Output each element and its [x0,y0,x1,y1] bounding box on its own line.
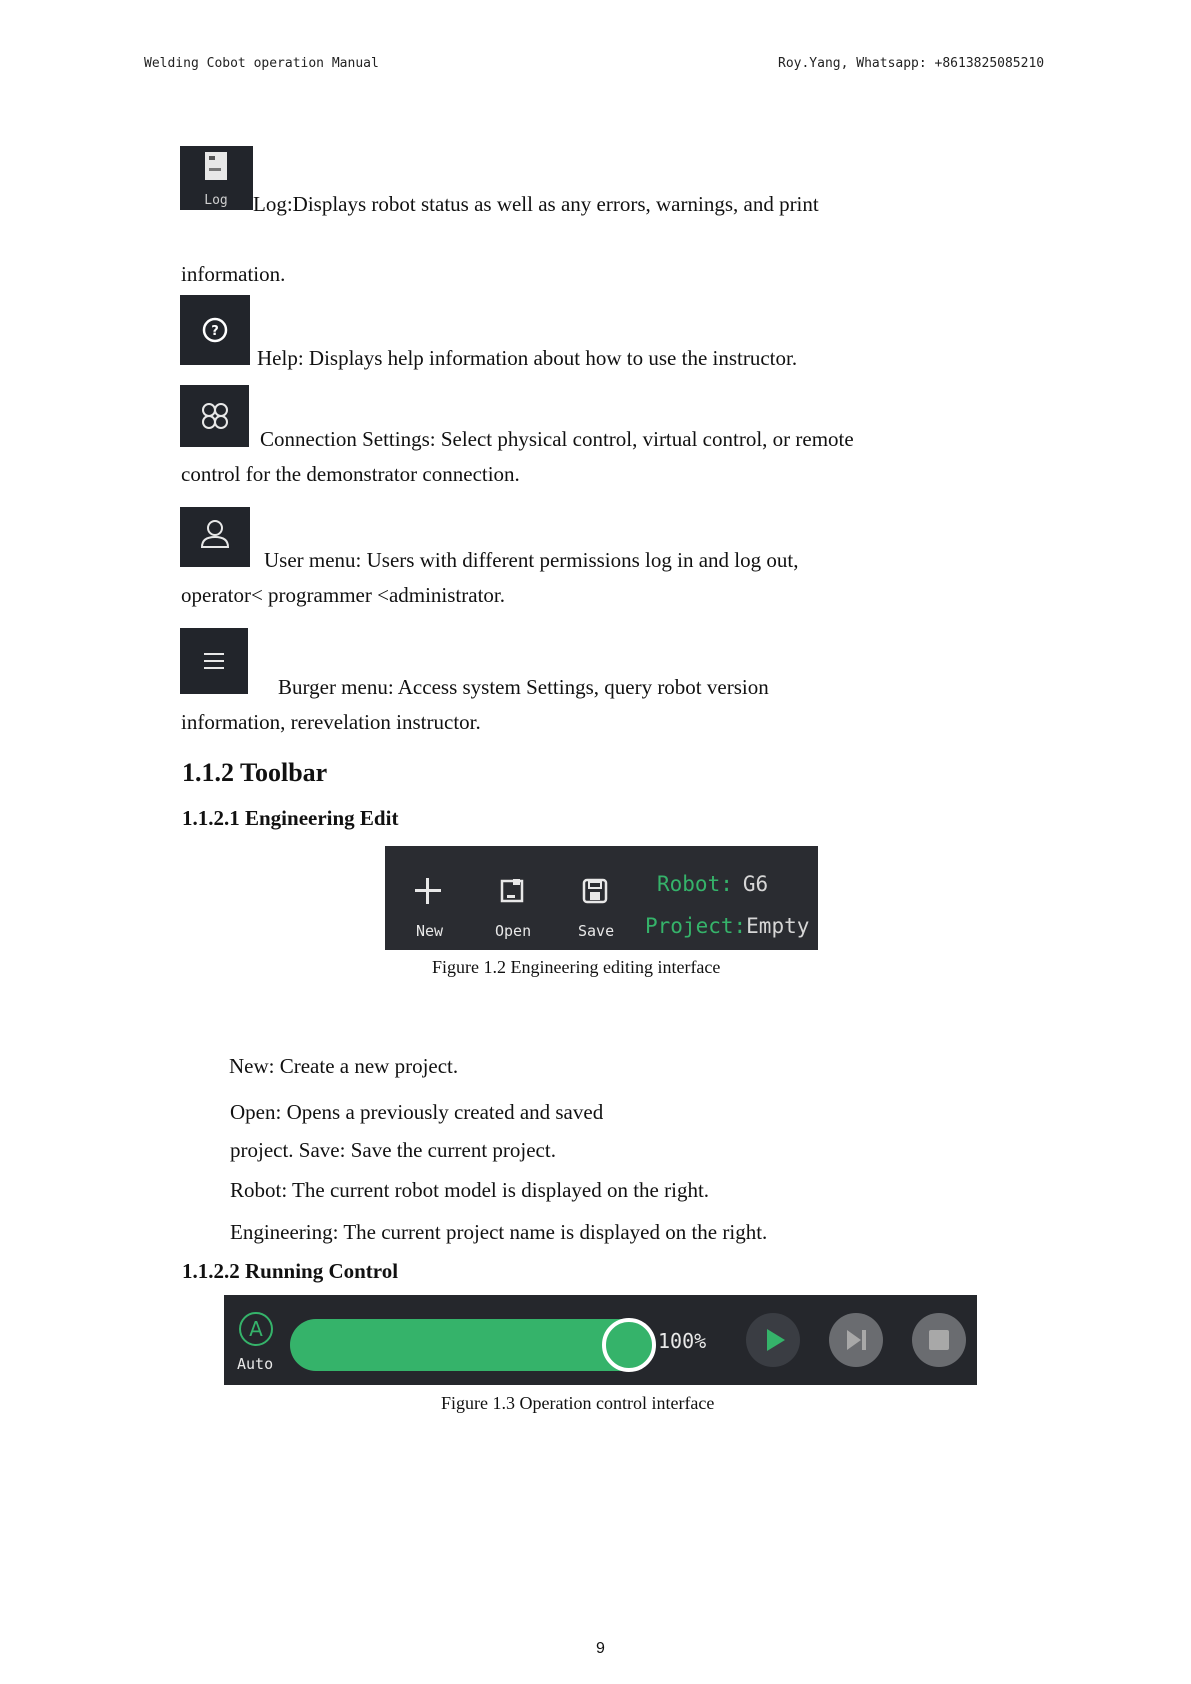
save-label: Save [578,922,615,940]
burger-menu-description-cont: information, rerevelation instructor. [181,710,481,734]
play-button[interactable] [746,1313,800,1367]
figure-1-2-caption: Figure 1.2 Engineering editing interface [432,957,721,977]
description-open: Open: Opens a previously created and saved [230,1100,604,1124]
log-description-cont: information. [181,262,286,286]
project-label: Project: [645,914,747,938]
connection-settings-icon [180,385,249,447]
play-icon [746,1313,800,1367]
running-control-bar [224,1295,977,1385]
connection-description-cont: control for the demonstrator connection. [181,462,520,486]
help-icon [180,295,250,365]
stop-icon [912,1313,966,1367]
new-label: New [416,922,444,940]
auto-mode-icon [238,1311,274,1347]
stop-button[interactable] [912,1313,966,1367]
log-icon-label: Log [204,193,228,208]
user-menu-description-cont: operator< programmer <administrator. [181,583,506,607]
new-button[interactable] [413,876,443,906]
user-icon [180,507,250,567]
step-button[interactable] [829,1313,883,1367]
log-description: Log:Displays robot status as well as any errors, warnings, and print [253,192,819,216]
section-heading-running-control: 1.1.2.2 Running Control [182,1259,399,1283]
speed-slider-fill [290,1319,648,1371]
page-number: 9 [596,1640,605,1657]
log-icon [180,146,253,210]
project-value: Empty [746,914,810,938]
section-heading-toolbar: 1.1.2 Toolbar [182,758,328,787]
open-file-icon [500,878,526,904]
save-disk-icon [582,878,608,904]
save-button[interactable] [582,878,608,904]
help-description: Help: Displays help information about how to use the instructor. [257,346,798,370]
open-label: Open [495,922,532,940]
description-robot: Robot: The current robot model is displayed on the right. [230,1178,710,1202]
header-right: Roy.Yang, Whatsapp: +8613825085210 [778,56,1045,71]
step-forward-icon [829,1313,883,1367]
speed-slider-track[interactable] [290,1319,648,1371]
user-menu-description: User menu: Users with different permissions log in and log out, [264,548,799,572]
auto-mode-button[interactable] [238,1311,274,1347]
figure-1-3-caption: Figure 1.3 Operation control interface [441,1393,715,1413]
svg-text:A: A [249,1317,263,1341]
plus-icon [413,876,443,906]
robot-value: G6 [742,872,769,896]
connection-description: Connection Settings: Select physical control, virtual control, or remote [260,427,854,451]
description-new: New: Create a new project. [229,1054,459,1078]
description-open-save: project. Save: Save the current project. [230,1138,556,1162]
open-button[interactable] [500,878,526,904]
auto-mode-label: Auto [237,1355,274,1373]
description-engineering: Engineering: The current project name is displayed on the right. [230,1220,768,1244]
engineering-toolbar [385,846,818,950]
speed-percentage-label: 100% [658,1329,707,1353]
burger-menu-description: Burger menu: Access system Settings, query robot version [278,675,769,699]
header-left: Welding Cobot operation Manual [144,56,379,71]
speed-slider-handle[interactable] [602,1318,656,1372]
section-heading-engineering-edit: 1.1.2.1 Engineering Edit [182,806,399,830]
project-indicator [645,914,809,938]
robot-label: Robot: [657,872,733,896]
robot-indicator [657,872,768,896]
burger-menu-icon [180,628,248,694]
svg-text:?: ? [211,324,219,339]
